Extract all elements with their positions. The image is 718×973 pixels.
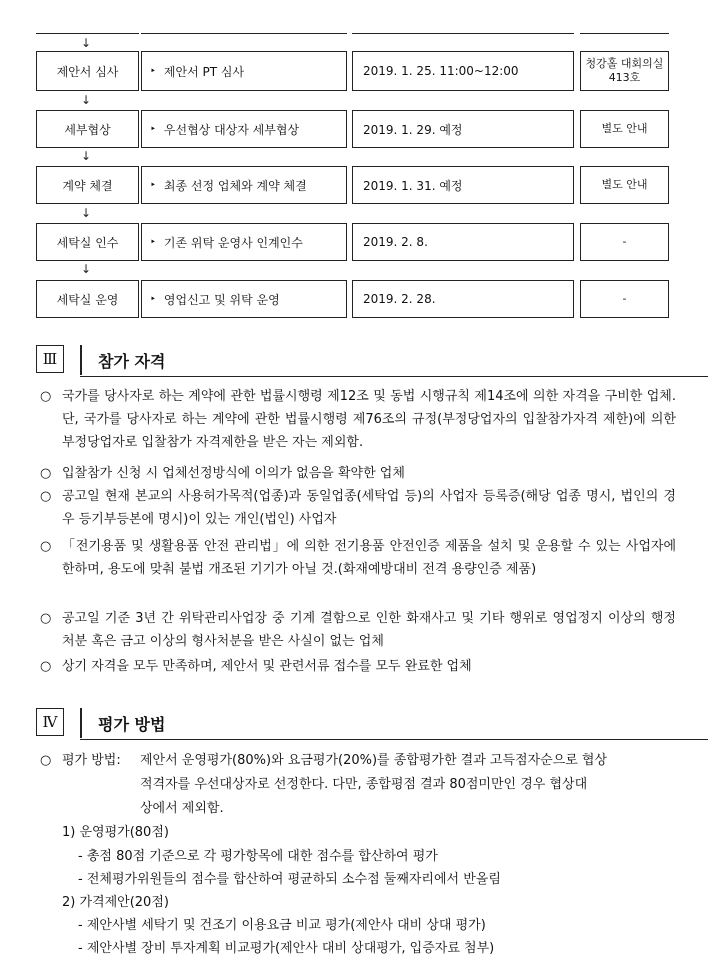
step-date: 2019. 1. 31. 예정 (352, 166, 574, 204)
tick-icon: ‣ (150, 293, 156, 305)
qualification-item (40, 485, 676, 531)
step-place: 별도 안내 (580, 166, 669, 204)
circle-bullet-icon: ○ (40, 539, 52, 554)
step-place: - (580, 280, 669, 318)
step-task-text: 우선협상 대상자 세부협상 (163, 122, 300, 137)
flow-arrow: ↓ (81, 262, 92, 276)
step-task-text: 기존 위탁 운영사 인계인수 (163, 235, 303, 250)
section-rule (80, 739, 708, 740)
step-date: 2019. 1. 25. 11:00~12:00 (352, 51, 574, 91)
step-place: - (580, 223, 669, 261)
qualification-item (40, 655, 676, 678)
step-task-text: 제안서 PT 심사 (163, 64, 245, 79)
evaluation-method-line: 상에서 제외함. (140, 801, 224, 816)
table-top-rule (580, 33, 669, 34)
step-name: 계약 체결 (36, 166, 139, 204)
step-task (141, 166, 347, 204)
flow-arrow: ↓ (81, 93, 92, 107)
section-title: 참가 자격 (98, 352, 166, 371)
table-top-rule (352, 33, 574, 34)
subsection-item: - 전체평가위원들의 점수를 합산하여 평균하되 소수점 둘째자리에서 반올림 (78, 872, 501, 887)
qualification-item (40, 385, 676, 454)
step-task (141, 223, 347, 261)
qualification-text: 국가를 당사자로 하는 계약에 관한 법률시행령 제12조 및 동법 시행규칙 제14조에 의한 자격을 구비한 업체. 단, 국가를 당사자로 하는 계약에 관한 법률시행령 제76조의 규정(부정당업자의 입찰참가자격 제한)에 의한 부정당업자로 입찰참가 자격제한을 받은 자는 제외함. (62, 389, 676, 450)
section-divider (80, 708, 82, 738)
step-date: 2019. 2. 28. (352, 280, 574, 318)
qualification-text: 입찰참가 신청 시 업체선정방식에 이의가 없음을 확약한 업체 (62, 466, 405, 481)
step-task (141, 51, 347, 91)
step-name: 제안서 심사 (36, 51, 139, 91)
evaluation-method-line: 제안서 운영평가(80%)와 요금평가(20%)를 종합평가한 결과 고득점자순으로 협상 (140, 753, 608, 768)
circle-bullet-icon: ○ (40, 659, 52, 674)
section-rule (80, 376, 708, 377)
tick-icon: ‣ (150, 123, 156, 135)
step-place: 청강홀 대회의실 413호 (580, 51, 669, 91)
step-name: 세부협상 (36, 110, 139, 148)
qualification-item (40, 462, 676, 485)
circle-bullet-icon: ○ (40, 489, 52, 504)
tick-icon: ‣ (150, 65, 156, 77)
step-task-text: 최종 선정 업체와 계약 체결 (163, 178, 307, 193)
step-place: 별도 안내 (580, 110, 669, 148)
step-name: 세탁실 인수 (36, 223, 139, 261)
step-task-text: 영업신고 및 위탁 운영 (163, 292, 280, 307)
evaluation-method-line: 적격자를 우선대상자로 선정한다. 다만, 종합평점 결과 80점미만인 경우 협상대 (140, 777, 588, 792)
table-top-rule (141, 33, 347, 34)
tick-icon: ‣ (150, 236, 156, 248)
circle-bullet-icon: ○ (40, 389, 52, 404)
subsection-operation: 1) 운영평가(80점) (62, 825, 169, 840)
section-header-evaluation (36, 708, 676, 740)
step-task (141, 110, 347, 148)
qualification-item (40, 607, 676, 653)
section-number: Ⅲ (36, 345, 64, 373)
qualification-text: 공고일 현재 본교의 사용허가목적(업종)과 동일업종(세탁업 등)의 사업자 등록증(해당 업종 명시, 법인의 경우 등기부등본에 명시)이 있는 개인(법인) 사업자 (62, 489, 676, 527)
circle-bullet-icon: ○ (40, 611, 52, 626)
step-date: 2019. 2. 8. (352, 223, 574, 261)
tick-icon: ‣ (150, 179, 156, 191)
section-number: Ⅳ (36, 708, 64, 736)
step-task (141, 280, 347, 318)
circle-bullet-icon: ○ (40, 753, 52, 768)
subsection-item: - 총점 80점 기준으로 각 평가항목에 대한 점수를 합산하여 평가 (78, 849, 438, 864)
flow-arrow: ↓ (81, 206, 92, 220)
qualification-text: 상기 자격을 모두 만족하며, 제안서 및 관련서류 접수를 모두 완료한 업체 (62, 659, 472, 674)
evaluation-method-label: 평가 방법: (62, 753, 121, 768)
qualification-text: 공고일 기준 3년 간 위탁관리사업장 중 기계 결함으로 인한 화재사고 및 기타 행위로 영업정지 이상의 행정 처분 혹은 금고 이상의 형사처분을 받은 사실이 없는 업체 (62, 611, 676, 649)
flow-arrow: ↓ (81, 36, 92, 50)
step-name: 세탁실 운영 (36, 280, 139, 318)
flow-arrow: ↓ (81, 149, 92, 163)
section-header-qualification (36, 345, 676, 377)
subsection-item: - 제안사별 장비 투자계획 비교평가(제안사 대비 상대평가, 입증자료 첨부) (78, 941, 495, 956)
table-top-rule (36, 33, 139, 34)
step-date: 2019. 1. 29. 예정 (352, 110, 574, 148)
circle-bullet-icon: ○ (40, 466, 52, 481)
qualification-item (40, 535, 676, 581)
section-title: 평가 방법 (98, 715, 166, 734)
subsection-item: - 제안사별 세탁기 및 건조기 이용요금 비교 평가(제안사 대비 상대 평가) (78, 918, 486, 933)
subsection-price: 2) 가격제안(20점) (62, 895, 169, 910)
section-divider (80, 345, 82, 375)
qualification-text: 「전기용품 및 생활용품 안전 관리법」에 의한 전기용품 안전인증 제품을 설치 및 운용할 수 있는 사업자에 한하며, 용도에 맞춰 불법 개조된 기기가 아닐 것.(화재예방대비 전격 용량인증 제품) (62, 539, 676, 577)
